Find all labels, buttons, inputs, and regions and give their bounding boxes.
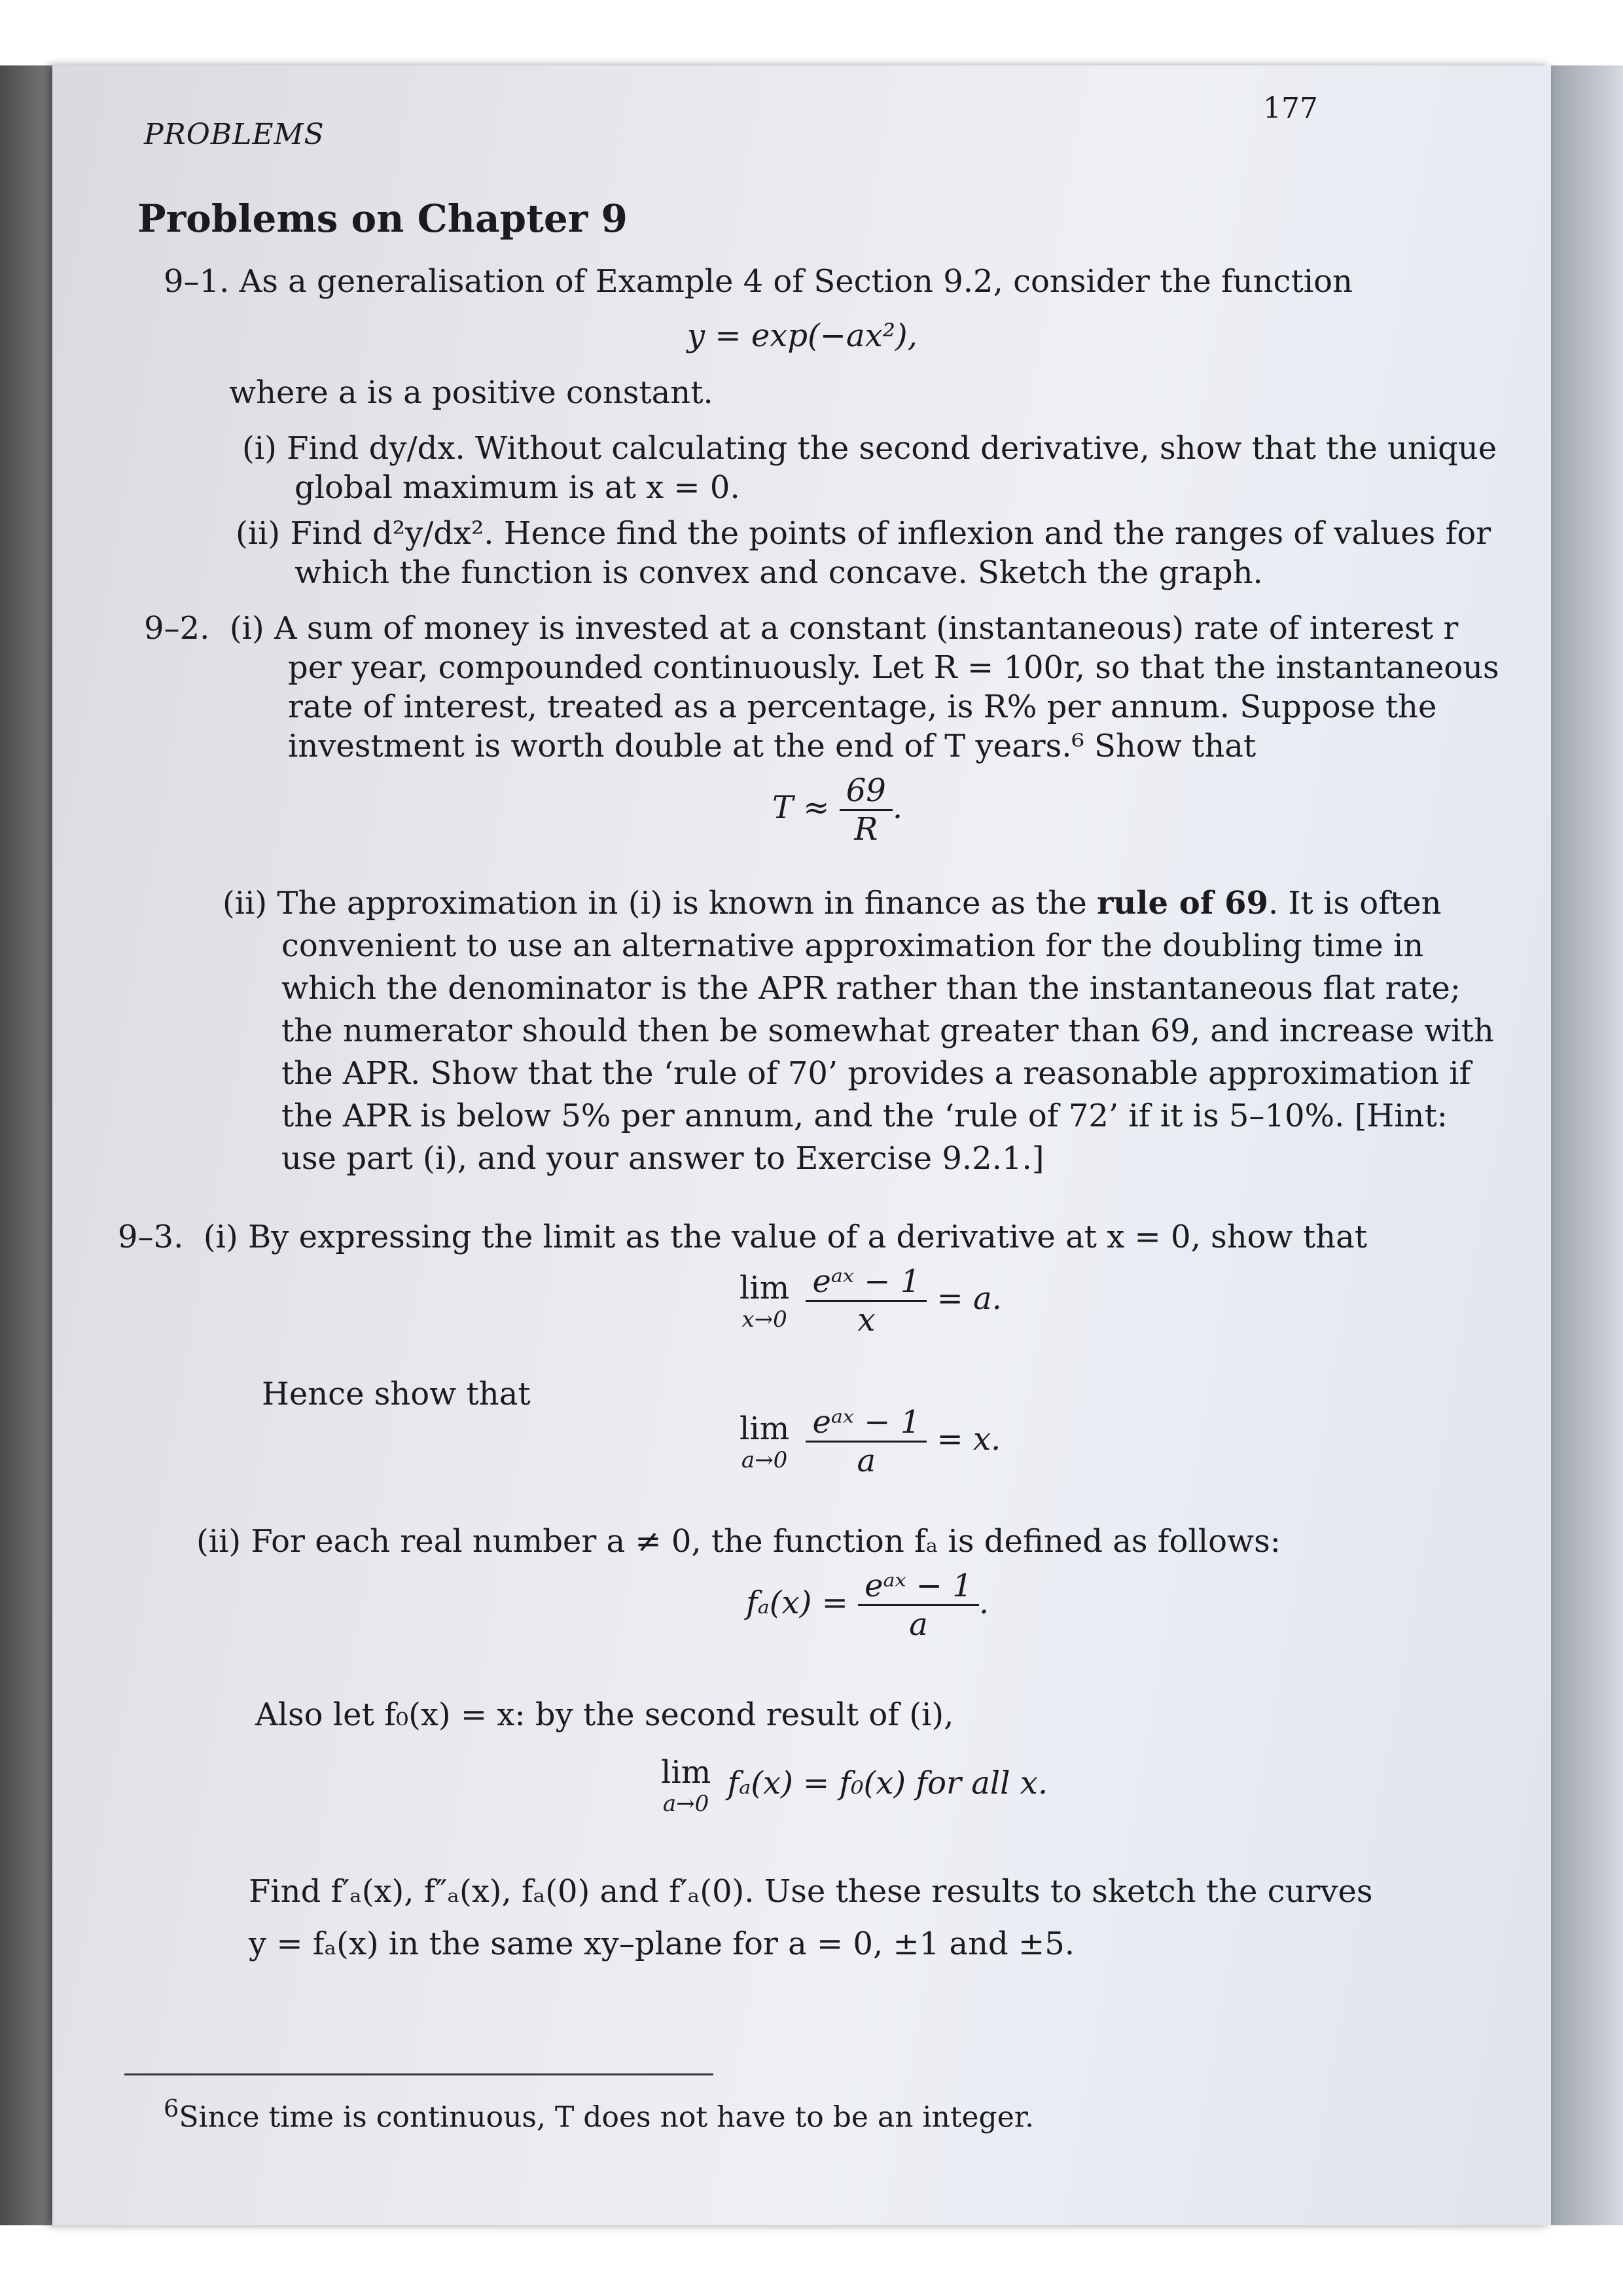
part-ii: (ii) For each real number a ≠ 0, the function fₐ is defined as follows: (196, 1523, 1281, 1560)
part-ii: (ii) The approximation in (i) is known in finance as the rule of 69. It is often (223, 885, 1442, 922)
equation-doubling-time: T ≈ $\frac{69}{R}$ . (772, 772, 903, 848)
constant-note: where a is a positive constant. (229, 374, 713, 411)
part-ii-line3: which the denominator is the APR rather than the instantaneous flat rate; (281, 970, 1461, 1007)
part-i-cont: global maximum is at x = 0. (294, 469, 740, 506)
chapter-title: Problems on Chapter 9 (137, 196, 628, 241)
rule-of-69: rule of 69 (1097, 885, 1268, 922)
book-page (52, 65, 1551, 2225)
also-let: Also let f₀(x) = x: by the second result of (i), (255, 1696, 954, 1733)
part-ii-cont: which the function is convex and concave. Sketch the graph. (294, 554, 1263, 591)
part-ii-line6: the APR is below 5% per annum, and the ‘rule of 72’ if it is 5–10%. [Hint: (281, 1098, 1448, 1134)
footnote: $^6$Since time is continuous, T does not have to be an integer. (164, 2094, 1034, 2134)
page-number: 177 (1263, 92, 1318, 125)
problem-9-2-line4: investment is worth double at the end of T years.⁶ Show that (288, 728, 1257, 764)
problem-text: As a generalisation of Example 4 of Section 9.2, consider the function (239, 263, 1353, 300)
part-i: (i) Find dy/dx. Without calculating the second derivative, show that the unique (242, 430, 1497, 467)
limit-1: lim x→0 $\frac{\text{eᵃˣ − 1}}{x}$ = a. (740, 1263, 1002, 1338)
background-bottom (0, 2225, 1623, 2296)
hence-show: Hence show that (262, 1376, 531, 1412)
footnote-rule (124, 2073, 713, 2075)
part-ii-line5: the APR. Show that the ‘rule of 70’ provides a reasonable approximation if (281, 1055, 1471, 1092)
function-fa: fₐ(x) = $\frac{\text{eᵃˣ − 1}}{a}$ . (746, 1568, 990, 1643)
problem-number: 9–2. (144, 610, 210, 647)
problem-9-2-line2: per year, compounded continuously. Let R = 100r, so that the instantaneous (288, 649, 1499, 686)
fraction: $\frac{69}{R}$ (840, 772, 893, 848)
footnote-marker: 6 (164, 2094, 179, 2123)
background-top (0, 0, 1623, 65)
part-ii-line4: the numerator should then be somewhat greater than 69, and increase with (281, 1013, 1494, 1049)
book-spine (0, 65, 52, 2225)
limit-2: lim a→0 $\frac{\text{eᵃˣ − 1}}{a}$ = x. (740, 1404, 1001, 1479)
running-head: PROBLEMS (144, 118, 325, 151)
part-ii: (ii) Find d²y/dx². Hence find the points of inflexion and the ranges of values for (236, 515, 1491, 552)
page-edge (1551, 65, 1623, 2225)
problem-number: 9–3. (118, 1219, 184, 1255)
problem-9-2-line3: rate of interest, treated as a percentage, is R% per annum. Suppose the (288, 689, 1437, 725)
part-ii-line7: use part (i), and your answer to Exercise 9.2.1.] (281, 1140, 1044, 1177)
problem-9-2: 9–2. (i) A sum of money is invested at a constant (instantaneous) rate of interest r (144, 610, 1459, 647)
problem-number: 9–1. (164, 263, 230, 300)
find-derivatives-cont: y = fₐ(x) in the same xy–plane for a = 0, ±1 and ±5. (249, 1926, 1075, 1962)
problem-9-1 (164, 262, 1353, 301)
find-derivatives: Find f′ₐ(x), f″ₐ(x), fₐ(0) and f′ₐ(0). Use these results to sketch the curves (249, 1873, 1373, 1910)
part-ii-line2: convenient to use an alternative approximation for the doubling time in (281, 927, 1424, 964)
limit-3: lim a→0 fₐ(x) = f₀(x) for all x. (661, 1754, 1048, 1817)
equation-gaussian: y = exp(−ax²), (687, 317, 918, 354)
problem-9-3: 9–3. (i) By expressing the limit as the value of a derivative at x = 0, show that (118, 1219, 1367, 1255)
